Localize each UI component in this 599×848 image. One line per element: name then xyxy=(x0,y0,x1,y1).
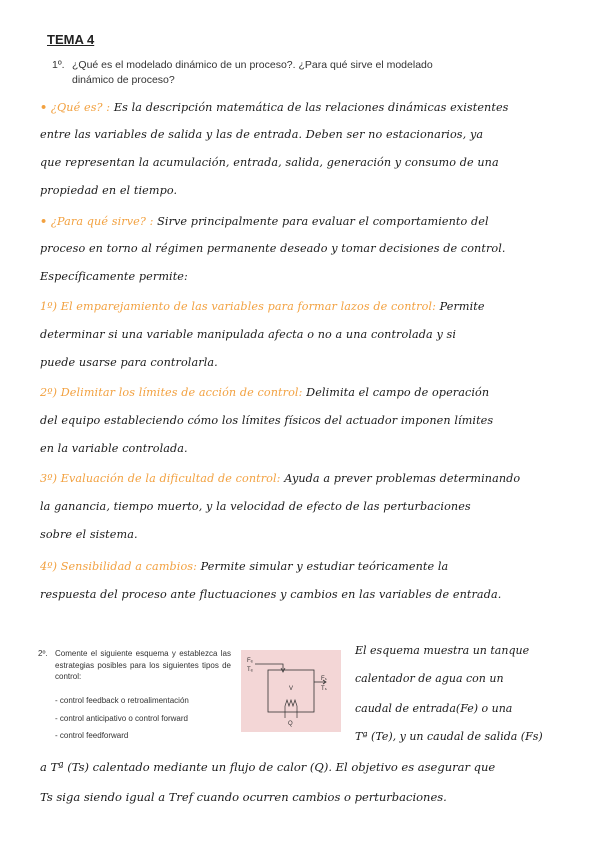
item-4-text-1: Permite simular y estudiar teóricamente la xyxy=(200,560,449,573)
item-3-label: 3º) Evaluación de la dificultad de control: xyxy=(40,472,281,485)
diagram-volume-label: V xyxy=(289,686,294,692)
bullet-icon: • xyxy=(40,214,48,228)
diagram-q-label: Q xyxy=(288,721,293,727)
item-1-line-1 xyxy=(40,300,560,313)
item-4-line-2: respuesta del proceso ante fluctuaciones y cambios en las variables de entrada. xyxy=(40,588,502,601)
tank-schematic xyxy=(241,650,341,732)
que-es-text-1: Es la descripción matemática de las relaciones dinámicas existentes xyxy=(113,101,509,114)
para-que-line-2: proceso en torno al régimen permanente deseado y tomar decisiones de control. xyxy=(40,242,506,255)
item-2-line-3: en la variable controlada. xyxy=(40,442,188,455)
item-2-line-2: del equipo estableciendo cómo los límites físicos del actuador imponen límites xyxy=(40,414,494,427)
para-que-line-1 xyxy=(40,214,560,228)
que-es-line-2: entre las variables de salida y las de entrada. Deben ser no estacionarios, ya xyxy=(40,128,484,141)
final-line-1: a Tª (Ts) calentado mediante un flujo de calor (Q). El objetivo es asegurar que xyxy=(40,760,496,774)
item-3-line-1 xyxy=(40,472,560,485)
question-2-number: 2º. xyxy=(38,649,48,658)
para-que-text-1: Sirve principalmente para evaluar el comportamiento del xyxy=(157,215,489,228)
item-1-line-3: puede usarse para controlarla. xyxy=(40,356,218,369)
diagram-fs-label: Fₛ xyxy=(321,676,327,682)
item-4-line-1 xyxy=(40,560,560,573)
diagram-te-label: Tₑ xyxy=(247,667,253,673)
item-3-line-3: sobre el sistema. xyxy=(40,528,138,541)
diagram-fe-label: Fₑ xyxy=(247,658,253,664)
para-que-label: ¿Para qué sirve? : xyxy=(50,215,154,228)
answer-line-3: caudal de entrada(Fe) o una xyxy=(355,702,513,715)
item-2-text-1: Delimita el campo de operación xyxy=(306,386,490,399)
item-2-label: 2º) Delimitar los límites de acción de control: xyxy=(40,386,303,399)
item-3-text-1: Ayuda a prever problemas determinando xyxy=(284,472,521,485)
final-line-2: Ts siga siendo igual a Tref cuando ocurren cambios o perturbaciones. xyxy=(40,790,447,804)
diagram-ts-label: Tₛ xyxy=(321,686,327,692)
item-2-line-1 xyxy=(40,386,560,399)
tank-diagram xyxy=(241,650,341,732)
inlet-pipe xyxy=(255,664,283,670)
option-feedback: - control feedback o retroalimentación xyxy=(55,696,189,705)
answer-line-1: El esquema muestra un tanque xyxy=(355,644,530,657)
heater-leads xyxy=(285,712,297,718)
question-1-text: ¿Qué es el modelado dinámico de un proceso?. ¿Para qué sirve el modelado dinámico de proceso? xyxy=(72,59,433,86)
option-anticipativo: - control anticipativo o control forward xyxy=(55,713,188,723)
question-1-number: 1º. xyxy=(52,59,65,71)
item-1-line-2: determinar si una variable manipulada afecta o no a una controlada y si xyxy=(40,328,457,341)
question-2-text: Comente el siguiente esquema y establezca las estrategias posibles para los siguientes tipos de control: xyxy=(55,649,231,681)
heater-coil-icon xyxy=(285,700,297,712)
que-es-label: ¿Qué es? : xyxy=(50,101,111,114)
para-que-line-3: Específicamente permite: xyxy=(40,270,188,283)
question-2-options xyxy=(55,695,231,748)
que-es-line-3: que representan la acumulación, entrada, salida, generación y consumo de una xyxy=(40,156,499,169)
item-1-text-1: Permite xyxy=(439,300,485,313)
option-feedforward: - control feedforward xyxy=(55,731,129,740)
answer-line-4: Tª (Te), y un caudal de salida (Fs) xyxy=(355,730,543,743)
bullet-icon: • xyxy=(40,100,48,114)
que-es-line-4: propiedad en el tiempo. xyxy=(40,184,178,197)
item-3-line-2: la ganancia, tiempo muerto, y la velocidad de efecto de las perturbaciones xyxy=(40,500,471,513)
page-title: TEMA 4 xyxy=(47,32,95,47)
answer-line-2: calentador de agua con un xyxy=(355,672,504,685)
item-1-label: 1º) El emparejamiento de las variables para formar lazos de control: xyxy=(40,300,436,313)
que-es-line-1 xyxy=(40,100,560,114)
item-4-label: 4º) Sensibilidad a cambios: xyxy=(40,560,198,573)
